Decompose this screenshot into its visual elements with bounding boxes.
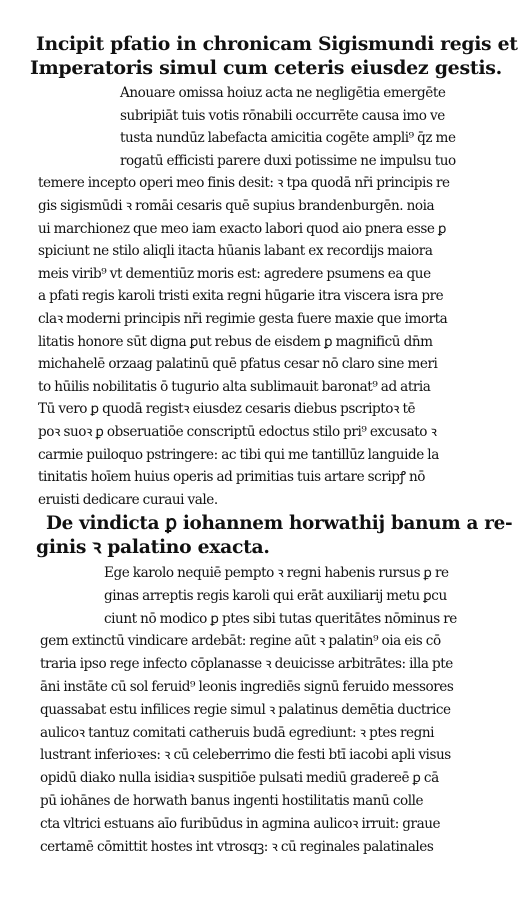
section-2-line-1: Ege karolo nequiē pempto ꝛ regni habenis rursus ꝑ re xyxy=(104,565,449,581)
heading-1-line-1: Incipit pfatio in chronicam Sigismundi regis et xyxy=(36,33,518,55)
section-2-line-2: ginas arreptis regis karoli qui erāt auxiliarij metu ꝑcu xyxy=(104,587,447,604)
section-2-line-11: pū iohānes de horwath banus ingenti hostilitatis manū colle xyxy=(40,793,424,809)
heading-2-line-1: De vindicta ꝑ iohannem horwathij banum a re- xyxy=(46,512,513,534)
section-1-line-16: poꝛ suoꝛ ꝑ obseruatiōe conscriptū edoctus stilo pri⁹ excusato ꝛ xyxy=(38,424,437,440)
section-1-line-8: spiciunt ne stilo aliqli itacta hūanis labant ex recordijs maiora xyxy=(38,243,433,260)
section-2-line-3: ciunt nō modico ꝑ ptes sibi tutas queritātes nōminus re xyxy=(104,610,457,627)
heading-2-line-2: ginis ꝛ palatino exacta. xyxy=(36,536,270,558)
section-1-line-14: to hūilis nobilitatis ō tugurio alta sublimauit baronat⁹ ad atria xyxy=(38,378,431,395)
section-1-line-18: tinitatis hoīem huius operis ad primitias tuis artare scripꝭ nō xyxy=(38,469,426,486)
section-2-line-9: lustrant inferioꝛes: ꝛ cū celeberrimo die festi btī iacobi apli visus xyxy=(40,747,451,764)
section-2-line-6: āni instāte cū sol feruid⁹ leonis ingrediēs signū feruido messores xyxy=(40,679,454,695)
section-2-line-13: certamē cōmittit hostes int vtrosqꝫ: ꝛ cū reginales palatinales xyxy=(40,838,434,855)
section-1-line-10: a pfati regis karoli tristi exita regni hūgarie itra viscera isra pre xyxy=(38,288,444,305)
section-2-line-8: aulicoꝛ tantuz comitati catheruis budā egrediunt: ꝛ ptes regni xyxy=(40,724,435,741)
section-1-line-13: michahelē orzaag palatinū quē pfatus cesar nō claro sine meri xyxy=(38,356,438,373)
section-1-line-1: Anouare omissa hoiuz acta ne negligētia emergēte xyxy=(120,85,446,101)
section-1-line-15: Tū vero ꝑ quodā registꝛ eiusdez cesaris diebus pscriptoꝛ tē xyxy=(38,401,416,418)
section-2-line-12: cta vltrici estuans aīo furibūdus in agmina aulicoꝛ irruit: graue xyxy=(40,815,441,832)
section-1-line-9: meis virib⁹ vt dementiūz moris est: agredere psumens ea que xyxy=(38,265,431,282)
section-1-line-5: temere incepto operi meo finis desit: ꝛ tpa quodā nr̄i principis re xyxy=(38,175,450,192)
section-2-line-7: quassabat estu infilices regie simul ꝛ palatinus demētia ductrice xyxy=(40,701,451,718)
heading-1-line-2: Imperatoris simul cum ceteris eiusdez gestis. xyxy=(30,57,502,79)
section-1-line-2: subripiāt tuis votis rōnabili occurrēte causa imo ve xyxy=(120,107,445,124)
section-1-line-12: litatis honore sūt digna ꝑut rebus de eisdem ꝑ magnificū dn̄m xyxy=(38,333,433,350)
section-1-line-11: claꝛ moderni principis nr̄i regimie gesta fuere maxie que imorta xyxy=(38,311,448,327)
section-1-line-6: gis sigismūdi ꝛ romāi cesaris quē supius brandenburgēn. noia xyxy=(38,198,435,214)
section-2-line-10: opidū diako nulla isidiaꝛ suspitiōe pulsati mediū gradereē ꝑ cā xyxy=(40,770,439,787)
section-1-line-19: eruisti dedicare curaui vale. xyxy=(38,491,218,508)
section-2-line-5: traria ipso rege infecto cōplanasse ꝛ deuicisse arbitrātes: illa pte xyxy=(40,656,453,673)
section-1-line-3: tusta nundūz labefacta amicitia cogēte ampli⁹ q̄z me xyxy=(120,130,456,147)
section-1-line-7: ui marchionez que meo iam exacto labori quod aio pnera esse ꝑ xyxy=(38,220,447,237)
section-2-line-4: gem extinctū vindicare ardebāt: regine aūt ꝛ palatin⁹ oia eis cō xyxy=(40,633,441,650)
section-1-line-17: carmie puiloquo pstringere: ac tibi qui me tantillūz languide la xyxy=(38,446,439,463)
section-1-line-4: rogatū efficisti parere duxi potissime ne impulsu tuo xyxy=(120,152,456,169)
